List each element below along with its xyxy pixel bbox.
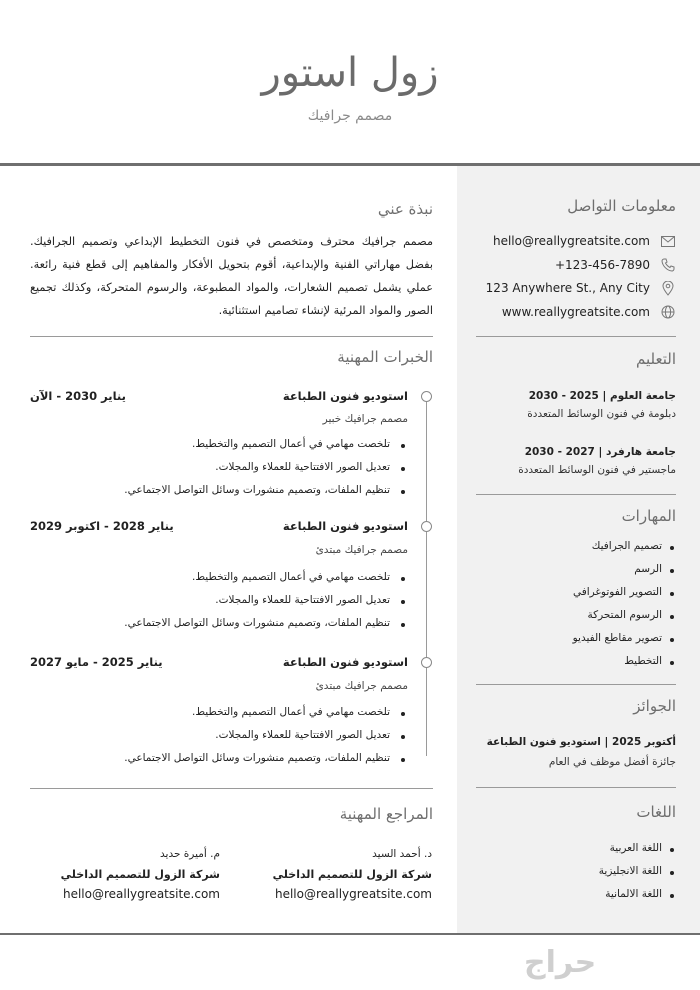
job-title: مصمم جرافيك خبير	[322, 413, 408, 425]
mail-icon	[660, 233, 676, 249]
job-header	[30, 655, 408, 673]
job-dates: يناير 2025 - مايو 2027	[30, 655, 163, 669]
timeline-dot	[421, 521, 432, 532]
job-duty-item: تلخصت مهامي في أعمال التصميم والتخطيط.	[30, 571, 390, 594]
job-header	[30, 519, 408, 537]
globe-icon	[660, 304, 676, 320]
contact-website[interactable]	[476, 302, 676, 322]
reference-company: شركة الزول للتصميم الداخلي	[60, 868, 220, 881]
award-item	[466, 736, 676, 768]
education-item	[466, 390, 676, 420]
job-duties	[30, 706, 408, 775]
phone-icon	[660, 257, 676, 273]
main-divider	[30, 336, 433, 337]
languages-list	[476, 842, 676, 911]
job-duty-item: تلخصت مهامي في أعمال التصميم والتخطيط.	[30, 438, 390, 461]
contact-website-text: www.reallygreatsite.com	[501, 305, 650, 319]
job-company: استوديو فنون الطباعة	[282, 519, 408, 533]
references-title: المراجع المهنية	[339, 805, 433, 823]
reference-card	[212, 848, 432, 901]
job-dates: يناير 2030 - الآن	[30, 389, 126, 403]
main-divider	[30, 788, 433, 789]
experience-title: الخبرات المهنية	[337, 348, 433, 366]
job-duty-item: تنظيم الملفات، وتصميم منشورات وسائل التواصل الاجتماعي.	[30, 752, 390, 775]
person-name: زول استور	[261, 50, 439, 96]
skills-list	[476, 540, 676, 678]
education-title: التعليم	[636, 350, 676, 368]
contact-phone[interactable]	[476, 255, 676, 275]
sidebar-divider	[476, 336, 676, 337]
education-degree-line: جامعة العلوم | 2025 - 2030	[528, 390, 676, 402]
skills-title: المهارات	[621, 507, 676, 525]
about-text: مصمم جرافيك محترف ومتخصص في فنون التخطيط الإبداعي وتصميم الجرافيك. بفضل مهاراتي الفنية والإبداعية، أقوم بتحويل الأفكار والمفاهيم إلى قطع فنية رائعة. عملي يشمل تصميم الشعارات، والمواد المطبوعة، والرسوم المتحركة، وكذلك تجميع الصور والمواد المرئية لإنشاء تصاميم استثنائية.	[30, 235, 433, 317]
language-item: اللغة الالمانية	[476, 888, 662, 911]
sidebar-divider	[476, 494, 676, 495]
job-duty-item: تلخصت مهامي في أعمال التصميم والتخطيط.	[30, 706, 390, 729]
award-date-line: أكتوبر 2025 | استوديو فنون الطباعة	[486, 736, 676, 748]
footer-divider	[0, 933, 700, 935]
contact-address	[476, 278, 676, 298]
timeline-dot	[421, 657, 432, 668]
languages-title: اللغات	[636, 803, 676, 821]
education-degree-line: جامعة هارفرد | 2027 - 2030	[524, 446, 676, 458]
skill-item: تصميم الجرافيك	[476, 540, 662, 563]
job-duties	[30, 571, 408, 640]
job-duty-item: تنظيم الملفات، وتصميم منشورات وسائل التواصل الاجتماعي.	[30, 484, 390, 507]
skill-item: تصوير مقاطع الفيديو	[476, 632, 662, 655]
education-item	[466, 446, 676, 476]
reference-name: م. أميرة حديد	[160, 848, 220, 860]
job-title: مصمم جرافيك مبتدئ	[315, 544, 408, 556]
contact-email[interactable]	[476, 231, 676, 251]
job-duty-item: تعديل الصور الافتتاحية للعملاء والمجلات.	[30, 461, 390, 484]
job-duties	[30, 438, 408, 507]
contact-address-text: 123 Anywhere St., Any City	[485, 281, 650, 295]
reference-email[interactable]: hello@reallygreatsite.com	[62, 887, 220, 901]
reference-email[interactable]: hello@reallygreatsite.com	[274, 887, 432, 901]
job-duty-item: تنظيم الملفات، وتصميم منشورات وسائل التواصل الاجتماعي.	[30, 617, 390, 640]
job-dates: يناير 2028 - اكتوبر 2029	[30, 519, 174, 533]
reference-name: د. أحمد السيد	[372, 848, 432, 860]
reference-company: شركة الزول للتصميم الداخلي	[272, 868, 432, 881]
resume-header	[0, 0, 700, 163]
education-detail-line: دبلومة في فنون الوسائط المتعددة	[527, 408, 676, 420]
skill-item: الرسوم المتحركة	[476, 609, 662, 632]
job-company: استوديو فنون الطباعة	[282, 389, 408, 403]
job-title: مصمم جرافيك مبتدئ	[315, 680, 408, 692]
timeline-line	[426, 396, 427, 756]
skill-item: التصوير الفوتوغرافي	[476, 586, 662, 609]
award-name: جائزة أفضل موظف في العام	[548, 756, 676, 768]
job-header	[30, 389, 408, 407]
job-duty-item: تعديل الصور الافتتاحية للعملاء والمجلات.	[30, 594, 390, 617]
awards-title: الجوائز	[633, 697, 676, 715]
education-detail-line: ماجستير في فنون الوسائط المتعددة	[518, 464, 676, 476]
reference-card	[0, 848, 220, 901]
skill-item: الرسم	[476, 563, 662, 586]
contact-title: معلومات التواصل	[567, 197, 676, 215]
timeline-dot	[421, 391, 432, 402]
about-title: نبذة عني	[377, 200, 433, 218]
language-item: اللغة العربية	[476, 842, 662, 865]
location-icon	[660, 280, 676, 296]
sidebar-divider	[476, 787, 676, 788]
contact-phone-text: +123-456-7890	[554, 258, 650, 272]
sidebar-divider	[476, 684, 676, 685]
skill-item: التخطيط	[476, 655, 662, 678]
contact-email-text: hello@reallygreatsite.com	[492, 234, 650, 248]
job-duty-item: تعديل الصور الافتتاحية للعملاء والمجلات.	[30, 729, 390, 752]
job-role: مصمم جرافيك	[307, 108, 393, 124]
watermark-logo: حراج	[524, 945, 597, 980]
language-item: اللغة الانجليزية	[476, 865, 662, 888]
job-company: استوديو فنون الطباعة	[282, 655, 408, 669]
